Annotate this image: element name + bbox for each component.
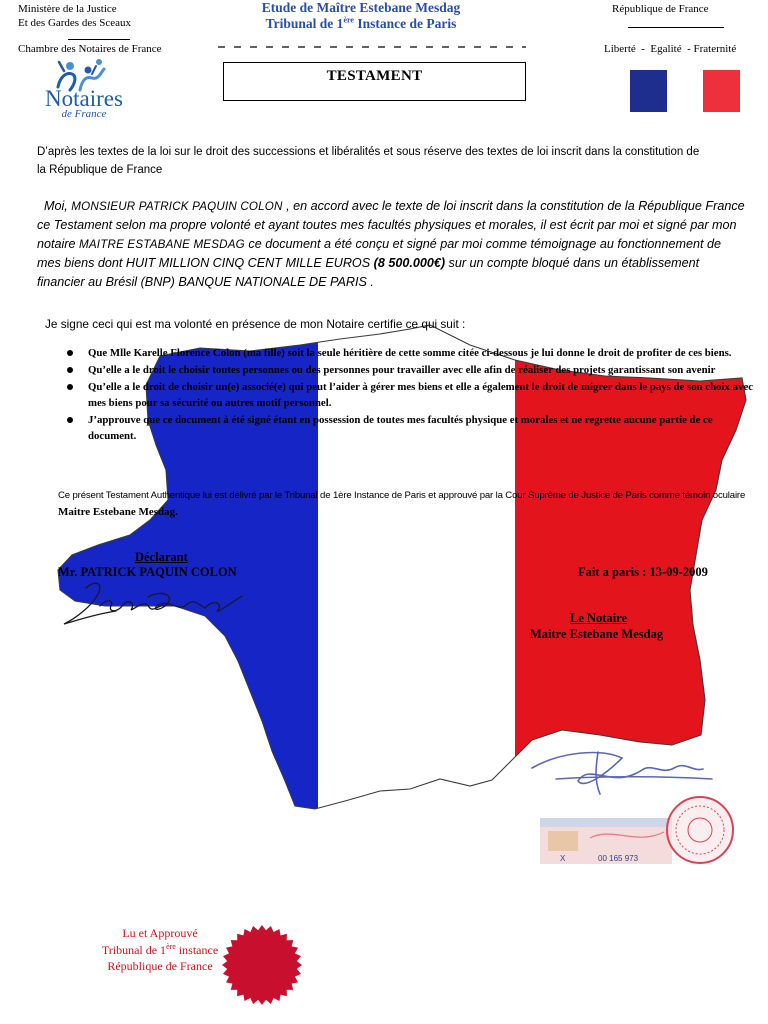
logo-figure-arm [59,62,64,71]
approval-line-read: Lu et Approuvé [122,926,198,940]
stamp-outer-ring [667,797,733,863]
approval-line-republic: République de France [107,959,213,973]
clause-item [88,379,760,411]
approval-tribunal-suffix: instance [175,942,219,957]
seals-line: Et des Gardes des Sceaux [18,17,132,29]
approval-block [80,925,240,975]
tribunal-heading-ordinal: ère [343,15,354,25]
bullet-icon [67,350,73,356]
logo-figure-head [85,67,92,74]
place-and-date: Fait a paris : 13-09-2009 [578,565,708,579]
stamp-card-band [540,818,672,827]
approval-tribunal-ordinal: ère [166,941,176,951]
notary-name-inline: MAITRE ESTABANE MESDAG [79,238,245,251]
clause-list [88,345,760,445]
clause-text: Que Mlle Karelle Florence Colon (ma fille) soit la seule héritière de cette somme citée ci-dessous je lui donne le droit de profiter de ces biens. [88,347,732,359]
declarant-name-inline: MONSIEUR PATRICK PAQUIN COLON [71,200,283,213]
notary-signature [532,752,712,794]
round-ink-stamp [667,797,733,863]
notary-heading: Le Notaire [570,611,628,625]
preamble-paragraph: D’après les textes de la loi sur le droit des successions et libéralités et sous réserve des textes de loi inscrit dans la constitution de la République de France [37,146,700,176]
flag-white-stripe [667,70,703,112]
stamp-card-mark: X [560,854,566,863]
clause-item [88,345,760,361]
header-right-rule [628,27,724,28]
flag-red-stripe [703,70,740,112]
tribunal-heading-prefix: Tribunal de 1 [265,16,344,31]
clause-item [88,362,760,378]
declarant-name: Mr. PATRICK PAQUIN COLON [58,565,237,579]
declaration-body-part2: ce document a été conçu et signé par moi comme témoignage au fonctionnement de mes biens dont HUIT MILLION CINQ CENT MILLE EUROS [37,237,721,270]
clause-item [88,412,760,444]
republic-line: République de France [612,3,709,15]
document-title: TESTAMENT [326,68,423,84]
attestation-text: Ce présent Testament Authentique lui est délivré par le Tribunal de 1ère Instance de Paris et approuvé par la Cour Suprême de Justice de Paris comme témoin oculaire [58,490,746,501]
declaration-paragraph [37,197,747,292]
clause-text: J’approuve que ce document à été signé étant en possession de toutes mes facultés physique et morales et ne regrette aucune partie de ce document. [88,414,713,442]
declaration-body-part3: sur un compte bloqué dans un établissement financier au Brésil (BNP) BANQUE NATIONALE DE PARIS . [37,256,700,289]
declaration-intro: Moi, [44,199,72,213]
clause-text: Qu’elle a le droit de choisir un(e) associé(e) qui peut l’aider à gérer mes biens et elle a également le droit de migrer dans le pays de son choix avec mes biens pour sa sécurité ou autres motif personnel. [88,381,754,409]
french-flag [630,70,740,112]
approval-line-tribunal [80,942,240,959]
signature-stroke [596,752,600,794]
flag-blue-stripe [630,70,667,112]
clause-text: Qu’elle a le droit le choisir toutes personnes ou des personnes pour travailler avec elle afin de réaliser des projets garantissant son avenir [88,364,716,376]
id-card-stamp [540,818,672,864]
stamp-card-photo [548,831,578,851]
logo-figure-head [66,62,74,70]
header-left-rule [68,39,130,40]
motto-line: Liberté - Egalité - Fraternité [604,43,737,55]
chamber-line: Chambre des Notaires de France [18,43,162,55]
bullet-icon [67,417,73,423]
ministry-line: Ministère de la Justice [18,3,117,15]
notary-name: Maitre Estebane Mesdag [530,627,664,641]
certify-line: Je signe ceci qui est ma volonté en présence de mon Notaire certifie ce qui suit : [45,317,466,331]
logo-figure-head [96,59,102,65]
tribunal-heading [210,16,512,32]
bullet-icon [67,367,73,373]
declaration-body-part1: , en accord avec le texte de loi inscrit dans la constitution de la République France ce Testament selon ma propre volonté et ayant toutes mes facultés physiques et morales, il est écrit par moi et signé par mon notaire [37,199,745,251]
declarant-heading: Déclarant [135,550,188,564]
title-box [223,62,526,101]
attestation-paragraph [58,487,748,521]
amount-figure: (8 500.000€) [373,256,446,270]
logo-figure-arm [92,66,96,74]
attestation-witness: Maitre Estebane Mesdag. [58,506,178,518]
notaires-logo-subtitle: de France [61,108,107,120]
approval-tribunal-prefix: Tribunal de 1 [101,942,167,957]
stamp-card-number: 00 165 973 [598,854,639,863]
study-heading: Etude de Maître Estebane Mesdag [261,0,461,15]
tribunal-heading-suffix: Instance de Paris [353,16,457,31]
notaires-logo-word: Notaires [45,86,123,111]
bullet-icon [67,384,73,390]
